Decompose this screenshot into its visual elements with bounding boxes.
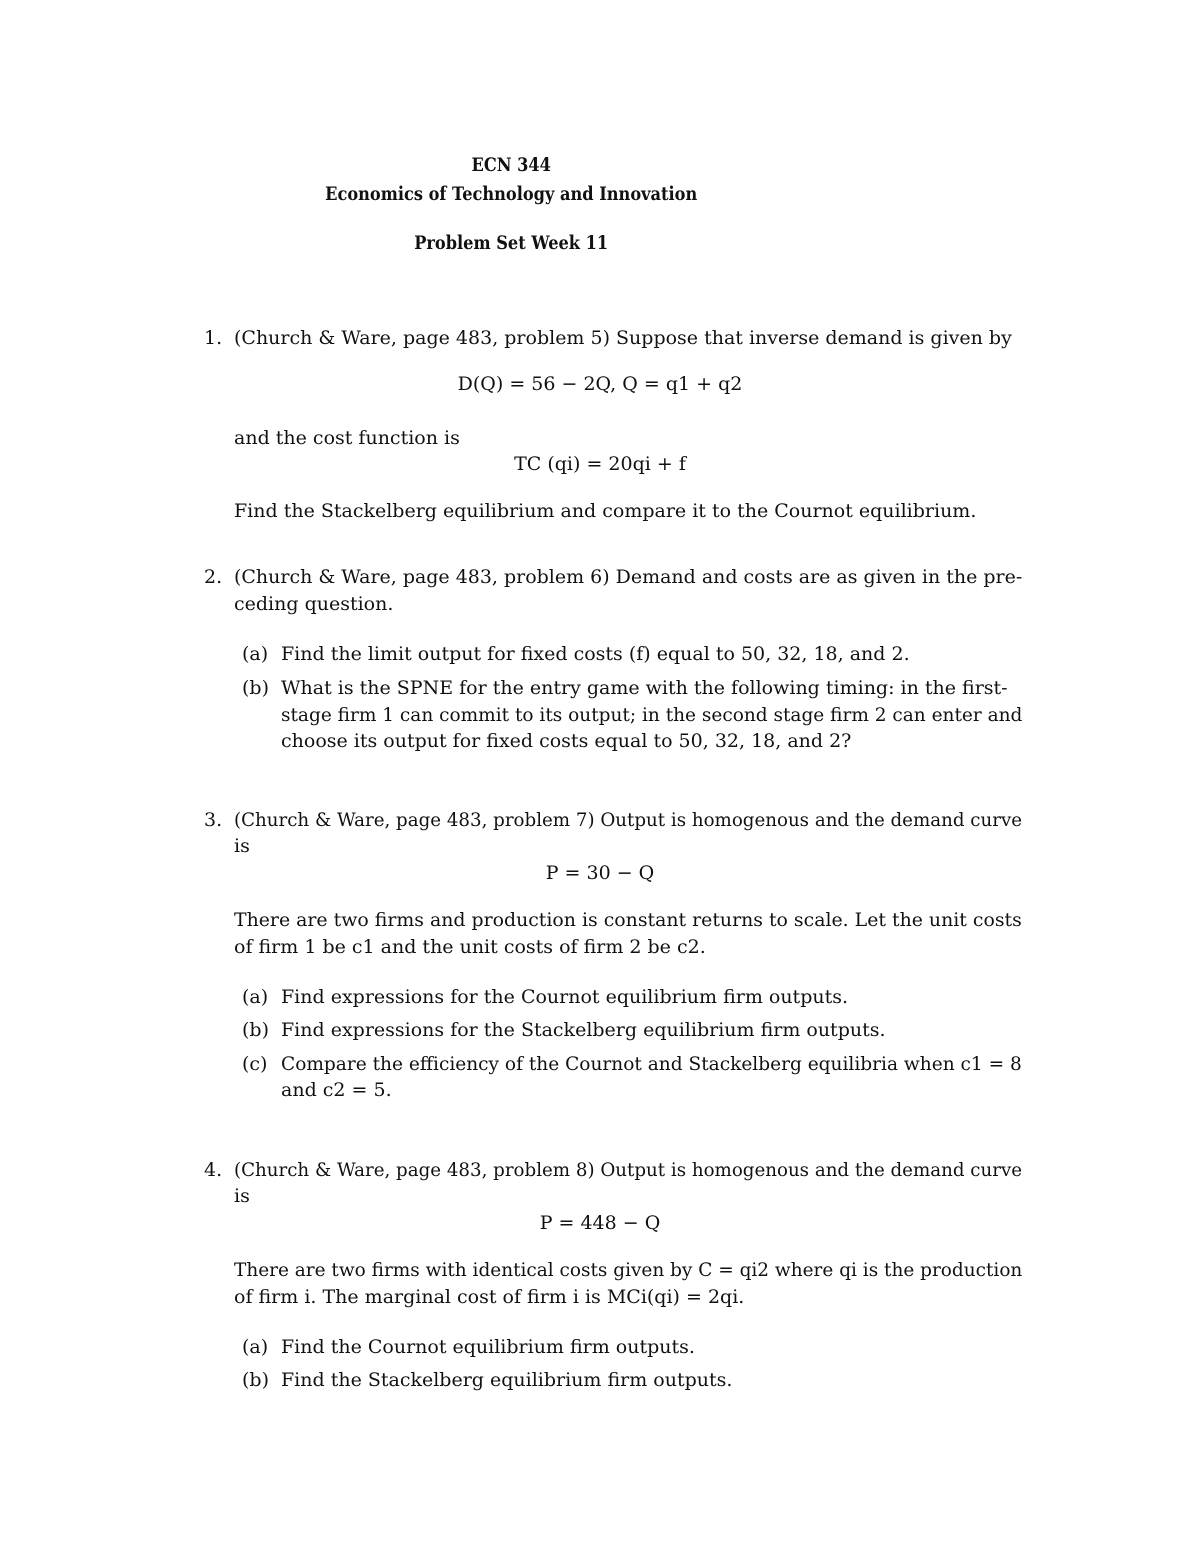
problem-2-part-b-label: (b) — [242, 677, 269, 699]
problem-3-intro-line-1: (Church & Ware, page 483, problem 7) Output is homogenous and the demand curve — [234, 809, 1023, 831]
problem-3-part-c-label: (c) — [242, 1053, 268, 1075]
problem-1-intro: (Church & Ware, page 483, problem 5) Suppose that inverse demand is given by — [234, 327, 1012, 349]
problem-3-costs-line-1: There are two firms and production is constant returns to scale. Let the unit costs — [234, 909, 1022, 931]
problem-4-part-b-label: (b) — [242, 1369, 269, 1391]
problem-2-intro-line-1: (Church & Ware, page 483, problem 6) Demand and costs are as given in the pre- — [234, 566, 1023, 588]
problem-4-intro-line-2: is — [234, 1185, 250, 1207]
problem-2-intro-line-2: ceding question. — [234, 593, 394, 615]
problem-3-number: 3. — [204, 809, 223, 831]
problem-4-intro-line-1: (Church & Ware, page 483, problem 8) Output is homogenous and the demand curve — [234, 1159, 1023, 1181]
problem-3-part-c-line-1: Compare the efficiency of the Cournot and Stackelberg equilibria when c1 = 8 — [281, 1053, 1022, 1075]
problem-4-part-a-label: (a) — [242, 1336, 269, 1358]
problem-1-demand-equation: D(Q) = 56 − 2Q, Q = q1 + q2 — [457, 373, 743, 395]
problem-2-number: 2. — [204, 566, 223, 588]
problem-3-part-c-line-2: and c2 = 5. — [281, 1079, 392, 1101]
problem-2-part-b-line-1: What is the SPNE for the entry game with the following timing: in the first- — [281, 677, 1008, 699]
problem-1-task: Find the Stackelberg equilibrium and compare it to the Cournot equilibrium. — [234, 500, 977, 522]
problem-set-title: Problem Set Week 11 — [414, 232, 609, 254]
problem-4-demand-equation: P = 448 − Q — [539, 1212, 661, 1234]
problem-2-part-a-label: (a) — [242, 643, 269, 665]
problem-3-part-b-text: Find expressions for the Stackelberg equilibrium firm outputs. — [281, 1019, 886, 1041]
course-code: ECN 344 — [471, 154, 551, 176]
problem-2-part-a-text: Find the limit output for fixed costs (f) equal to 50, 32, 18, and 2. — [281, 643, 910, 665]
problem-3-part-a-text: Find expressions for the Cournot equilibrium firm outputs. — [281, 986, 849, 1008]
course-title: Economics of Technology and Innovation — [325, 183, 698, 205]
problem-4-part-a-text: Find the Cournot equilibrium firm outputs. — [281, 1336, 695, 1358]
problem-4-costs-line-2: of firm i. The marginal cost of firm i is MCi(qi) = 2qi. — [234, 1286, 745, 1308]
problem-3-intro-line-2: is — [234, 835, 250, 857]
problem-4-part-b-text: Find the Stackelberg equilibrium firm outputs. — [281, 1369, 733, 1391]
problem-4-costs-line-1: There are two firms with identical costs given by C = qi2 where qi is the production — [234, 1259, 1023, 1281]
problem-4-number: 4. — [204, 1159, 223, 1181]
problem-3-part-b-label: (b) — [242, 1019, 269, 1041]
problem-2-part-b-line-2: stage firm 1 can commit to its output; in the second stage firm 2 can enter and — [281, 704, 1023, 726]
problem-3-part-a-label: (a) — [242, 986, 269, 1008]
problem-1-cost-intro: and the cost function is — [234, 427, 460, 449]
problem-3-costs-line-2: of firm 1 be c1 and the unit costs of firm 2 be c2. — [234, 936, 706, 958]
problem-3-demand-equation: P = 30 − Q — [545, 862, 655, 884]
problem-2-part-b-line-3: choose its output for fixed costs equal to 50, 32, 18, and 2? — [281, 730, 852, 752]
problem-1-cost-equation: TC (qi) = 20qi + f — [514, 453, 686, 475]
problem-1-number: 1. — [204, 327, 223, 349]
